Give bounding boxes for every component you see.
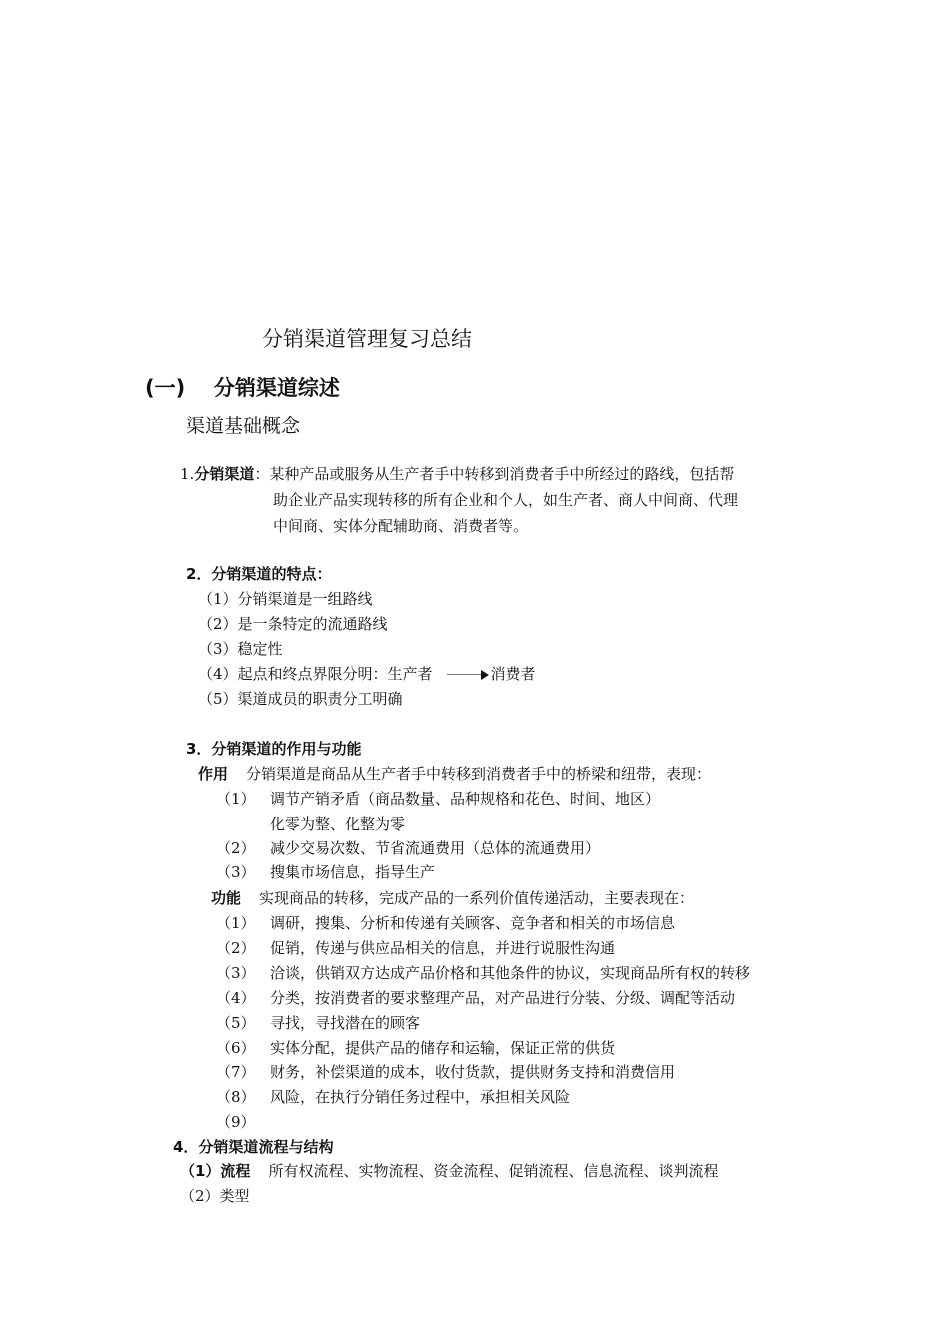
function-item: （6） 实体分配，提供产品的储存和运输，保证正常的供货 xyxy=(216,1039,616,1057)
function-item: （5） 寻找，寻找潜在的顾客 xyxy=(216,1014,421,1032)
feature-item: （5）渠道成员的职责分工明确 xyxy=(198,690,403,708)
role-label: 作用 xyxy=(198,765,229,783)
section-title: 分销渠道综述 xyxy=(213,376,340,400)
role-item: （3） 搜集市场信息，指导生产 xyxy=(216,863,436,881)
definition-number: 1. xyxy=(180,465,195,483)
role-item: （2） 减少交易次数、节省流通费用（总体的流通费用） xyxy=(216,839,601,857)
roles-heading: 3．分销渠道的作用与功能 xyxy=(186,740,362,758)
flow-item-label: （1）流程 xyxy=(180,1162,251,1180)
feature-item: （2）是一条特定的流通路线 xyxy=(198,615,388,633)
flow-item-text: 所有权流程、实物流程、资金流程、促销流程、信息流程、谈判流程 xyxy=(268,1162,719,1180)
function-item: （4） 分类，按消费者的要求整理产品，对产品进行分装、分级、调配等活动 xyxy=(216,989,736,1007)
definition-line-1 xyxy=(180,464,734,484)
feature-item-arrow: （4）起点和终点界限分明：生产者 消费者 xyxy=(198,665,536,683)
function-text: 实现商品的转移，完成产品的一系列价值传递活动，主要表现在： xyxy=(259,889,695,907)
right-arrow-icon xyxy=(447,670,489,680)
features-heading: 2．分销渠道的特点： xyxy=(186,565,332,583)
definition-term: 分销渠道 xyxy=(194,465,255,483)
definition-text: ：某种产品或服务从生产者手中转移到消费者手中所经过的路线，包括帮 xyxy=(254,465,735,483)
flow-heading: 4．分销渠道流程与结构 xyxy=(173,1138,334,1156)
document-title: 分销渠道管理复习总结 xyxy=(262,327,472,351)
function-intro xyxy=(211,888,694,908)
function-item: （3） 洽谈，供销双方达成产品价格和其他条件的协议，实现商品所有权的转移 xyxy=(216,964,751,982)
role-item: （1） 调节产销矛盾（商品数量、品种规格和花色、时间、地区） xyxy=(216,790,661,808)
subsection-heading: 渠道基础概念 xyxy=(186,415,301,437)
flow-item: （2）类型 xyxy=(180,1187,250,1205)
feature-item: （3）稳定性 xyxy=(198,640,283,658)
role-item: 化零为整、化整为零 xyxy=(270,815,406,833)
function-item: （9） xyxy=(216,1113,256,1131)
definition-line-3: 中间商、实体分配辅助商、消费者等。 xyxy=(273,517,529,535)
section-number: (一) xyxy=(145,376,186,400)
function-item: （7） 财务，补偿渠道的成本，收付货款，提供财务支持和消费信用 xyxy=(216,1063,676,1081)
function-item: （1） 调研，搜集、分析和传递有关顾客、竞争者和相关的市场信息 xyxy=(216,914,676,932)
flow-item xyxy=(180,1161,718,1181)
arrow-target: 消费者 xyxy=(490,665,536,683)
feature-item: （1）分销渠道是一组路线 xyxy=(198,590,373,608)
role-intro xyxy=(198,764,711,784)
definition-line-2: 助企业产品实现转移的所有企业和个人，如生产者、商人中间商、代理 xyxy=(273,491,739,509)
role-text: 分销渠道是商品从生产者手中转移到消费者手中的桥梁和纽带，表现： xyxy=(246,765,712,783)
function-label: 功能 xyxy=(211,889,242,907)
section-heading xyxy=(145,374,340,402)
function-item: （8） 风险，在执行分销任务过程中，承担相关风险 xyxy=(216,1088,571,1106)
function-item: （2） 促销，传递与供应品相关的信息，并进行说服性沟通 xyxy=(216,939,616,957)
